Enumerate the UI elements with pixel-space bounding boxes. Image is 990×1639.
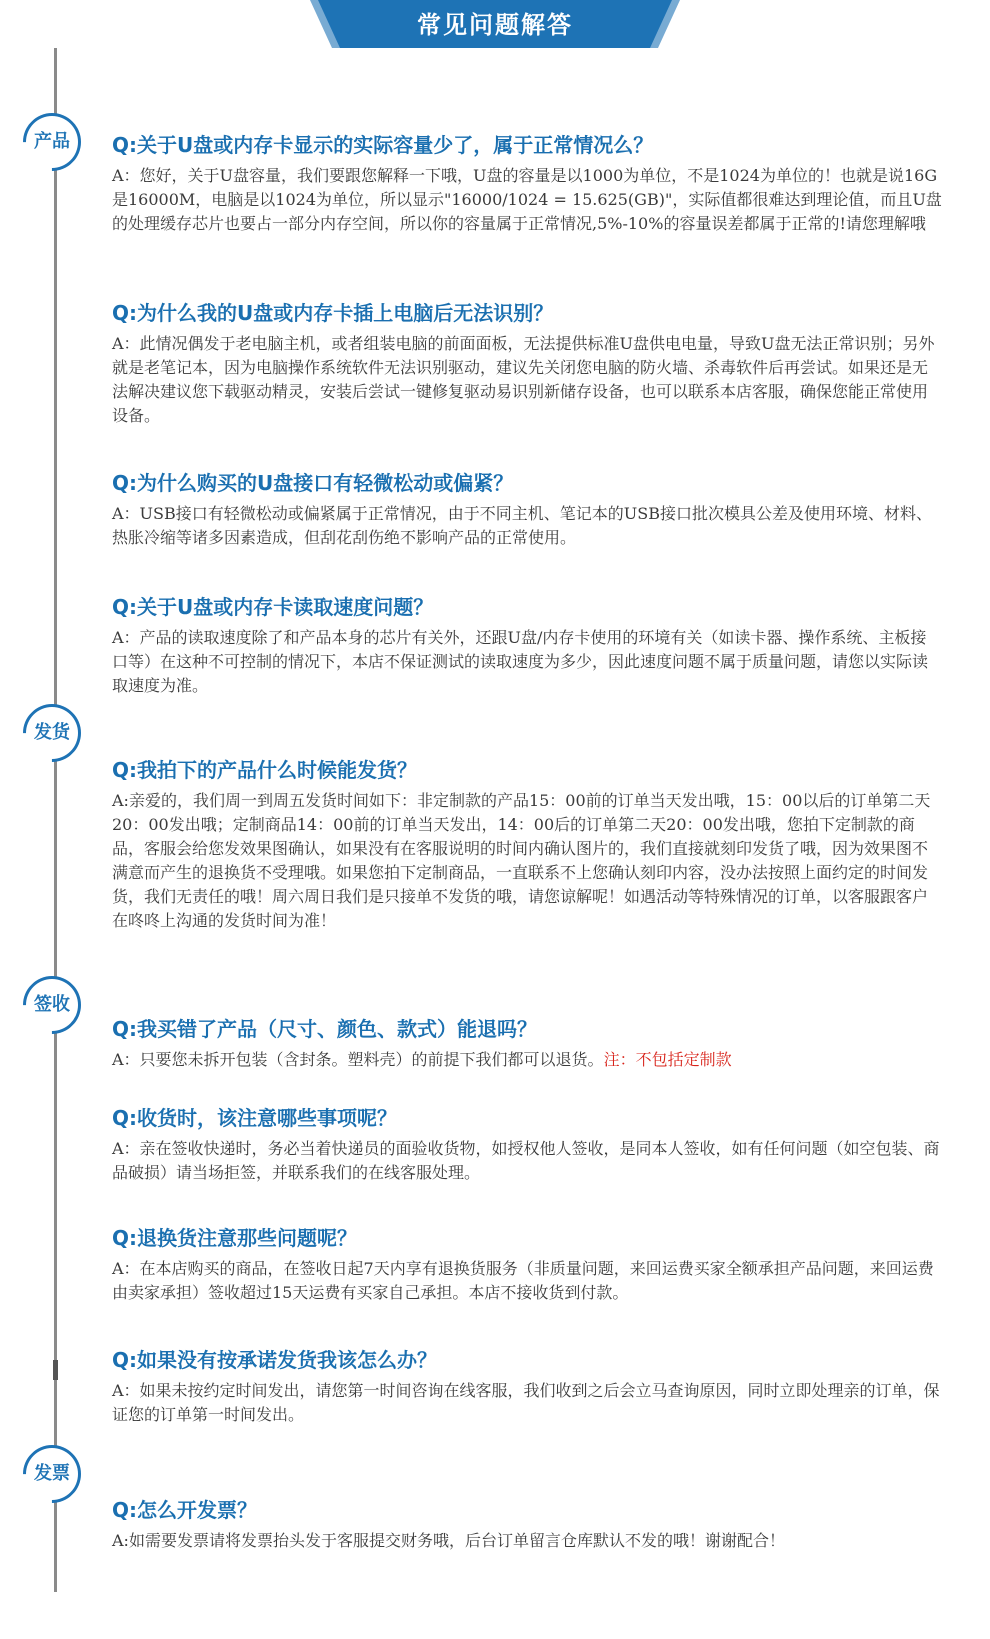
qa-item	[112, 757, 942, 933]
answer: A:亲爱的，我们周一到周五发货时间如下：非定制款的产品15：00前的订单当天发出哦，15：00以后的订单第二天20：00发出哦；定制商品14：00前的订单当天发出，14：00后的订单第二天20：00发出哦，您拍下定制款的商品，客服会给您发效果图确认，如果没有在客服说明的时间内确认图片的，我们直接就刻印发货了哦，因为效果图不满意而产生的退换货不受理哦。如果您拍下定制商品，一直联系不上您确认刻印内容，没办法按照上面约定的时间发货，我们无责任的哦！周六周日我们是只接单不发货的哦，请您谅解呢！如遇活动等特殊情况的订单，以客服跟客户在咚咚上沟通的发货时间为准！	[112, 791, 931, 930]
qa-item	[112, 470, 942, 550]
question: Q:怎么开发票？	[112, 1498, 257, 1522]
question: Q:我拍下的产品什么时候能发货？	[112, 758, 417, 782]
section-badge-invoice: 发票	[34, 1463, 70, 1484]
qa-item	[112, 1105, 942, 1185]
answer: A：亲在签收快递时，务必当着快递员的面验收货物，如授权他人签收，是同本人签收，如有任何问题（如空包装、商品破损）请当场拒签，并联系我们的在线客服处理。	[112, 1139, 940, 1182]
qa-item	[112, 300, 942, 428]
note-highlight: 注：不包括定制款	[603, 1050, 732, 1069]
question: Q:我买错了产品（尺寸、颜色、款式）能退吗？	[112, 1017, 537, 1041]
answer: A：产品的读取速度除了和产品本身的芯片有关外，还跟U盘/内存卡使用的环境有关（如读卡器、操作系统、主板接口等）在这种不可控制的情况下，本店不保证测试的读取速度为多少，因此速度问题不属于质量问题，请您以实际读取速度为准。	[112, 628, 929, 695]
qa-item	[112, 1016, 942, 1072]
timeline-marker	[53, 1360, 58, 1380]
qa-item	[112, 1347, 942, 1427]
question: Q:退换货注意那些问题呢？	[112, 1226, 357, 1250]
section-badge-product: 产品	[34, 131, 70, 152]
question: Q:如果没有按承诺发货我该怎么办？	[112, 1348, 437, 1372]
answer: A:如需要发票请将发票抬头发于客服提交财务哦，后台订单留言仓库默认不发的哦！谢谢配合！	[112, 1531, 785, 1550]
qa-item	[112, 594, 942, 698]
question: Q:收货时，该注意哪些事项呢？	[112, 1106, 397, 1130]
qa-item	[112, 1497, 942, 1553]
question: Q:为什么我的U盘或内存卡插上电脑后无法识别？	[112, 301, 554, 325]
qa-item	[112, 132, 942, 236]
answer: A：如果未按约定时间发出，请您第一时间咨询在线客服，我们收到之后会立马查询原因，同时立即处理亲的订单，保证您的订单第一时间发出。	[112, 1381, 940, 1424]
section-badge-shipping: 发货	[34, 722, 70, 743]
answer: A：只要您未拆开包装（含封条。塑料壳）的前提下我们都可以退货。	[112, 1050, 604, 1069]
answer: A：此情况偶发于老电脑主机，或者组装电脑的前面面板，无法提供标准U盘供电电量，导致U盘无法正常识别；另外就是老笔记本，因为电脑操作系统软件无法识别驱动，建议先关闭您电脑的防火墙、杀毒软件后再尝试。如果还是无法解决建议您下载驱动精灵，安装后尝试一键修复驱动易识别新储存设备，也可以联系本店客服，确保您能正常使用设备。	[112, 334, 935, 425]
question: Q:关于U盘或内存卡显示的实际容量少了，属于正常情况么？	[112, 133, 654, 157]
section-badge-receipt: 签收	[34, 994, 70, 1015]
header-banner	[0, 0, 990, 48]
answer: A：您好，关于U盘容量，我们要跟您解释一下哦，U盘的容量是以1000为单位，不是1024为单位的！也就是说16G 是16000M，电脑是以1024为单位，所以显示"16000/1024 = 15.625(GB)"，实际值都很难达到理论值，而且U盘的处理缓存芯片也要占一部分内存空间，所以你的容量属于正常情况,5%-10%的容量误差都属于正常的!请您理解哦	[112, 166, 942, 233]
question: Q:关于U盘或内存卡读取速度问题？	[112, 595, 434, 619]
answer: A：USB接口有轻微松动或偏紧属于正常情况，由于不同主机、笔记本的USB接口批次模具公差及使用环境、材料、热胀冷缩等诸多因素造成，但刮花刮伤绝不影响产品的正常使用。	[112, 504, 932, 547]
page-title: 常见问题解答	[417, 11, 573, 39]
qa-item	[112, 1225, 942, 1305]
question: Q:为什么购买的U盘接口有轻微松动或偏紧？	[112, 471, 514, 495]
answer-block	[112, 1048, 942, 1072]
answer: A：在本店购买的商品，在签收日起7天内享有退换货服务（非质量问题，来回运费买家全额承担产品问题，来回运费由卖家承担）签收超过15天运费有买家自己承担。本店不接收货到付款。	[112, 1259, 934, 1302]
